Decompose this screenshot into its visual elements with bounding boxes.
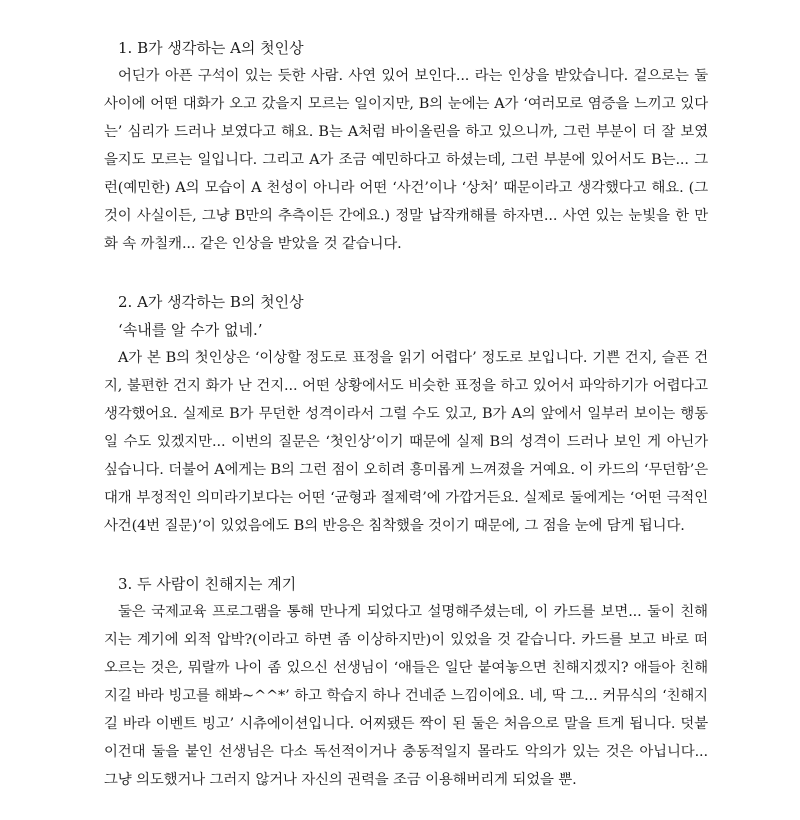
- section-quote: ‘속내를 알 수가 없네.’: [118, 321, 263, 339]
- section-paragraph: A가 본 B의 첫인상은 ‘이상할 정도로 표정을 읽기 어렵다’ 정도로 보입니다. 기쁜 건지, 슬픈 건지, 불편한 건지 화가 난 건지... 어떤 상황에서도 비슷한 표정을 하고 있어서 파악하기가 어렵다고 생각했어요. 실제로 B가 무던한 성격이라서 그럴 수도 있고, B가 A의 앞에서 일부러 보이는 행동일 수도 있겠지만... 이번의 질문은 ‘첫인상’이기 때문에 실제 B의 성격이 드러나 보인 게 아닌가 싶습니다. 더불어 A에게는 B의 그런 점이 오히려 흥미롭게 느껴졌을 거예요. 이 카드의 ‘무던함’은 대개 부정적인 의미라기보다는 어떤 ‘균형과 절제력’에 가깝거든요. 실제로 둘에게는 ‘어떤 극적인 사건(4번 질문)’이 있었음에도 B의 반응은 침착했을 것이기 때문에, 그 점을 눈에 담게 됩니다.: [104, 350, 708, 534]
- section-paragraph: 어딘가 아픈 구석이 있는 듯한 사람. 사연 있어 보인다... 라는 인상을 받았습니다. 겉으로는 둘 사이에 어떤 대화가 오고 갔을지 모르는 일이지만, B의 눈에는 A가 ‘여러모로 염증을 느끼고 있다는’ 심리가 드러나 보였다고 해요. B는 A처럼 바이올린을 하고 있으니까, 그런 부분이 더 잘 보였을지도 모르는 일입니다. 그리고 A가 조금 예민하다고 하셨는데, 그런 부분에 있어서도 B는... 그런(예민한) A의 모습이 A 천성이 아니라 어떤 ‘사건’이나 ‘상처’ 때문이라고 생각했다고 해요. (그것이 사실이든, 그냥 B만의 추측이든 간에요.) 정말 납작캐해를 하자면... 사연 있는 눈빛을 한 만화 속 까칠캐... 같은 인상을 받았을 것 같습니다.: [104, 68, 708, 252]
- section-first-impression-a: [104, 288, 708, 540]
- section-heading: 3. 두 사람이 친해지는 계기: [118, 575, 297, 593]
- section-heading: 2. A가 생각하는 B의 첫인상: [118, 293, 304, 311]
- section-first-impression-b: [104, 34, 708, 258]
- section-becoming-friends: [104, 570, 708, 794]
- section-paragraph: 둘은 국제교육 프로그램을 통해 만나게 되었다고 설명해주셨는데, 이 카드를 보면... 둘이 친해지는 계기에 외적 압박?(이라고 하면 좀 이상하지만)이 있었을 것 같습니다. 카드를 보고 바로 떠오르는 것은, 뭐랄까 나이 좀 있으신 선생님이 ‘애들은 일단 붙여놓으면 친해지겠지? 애들아 친해지길 바라 빙고를 해봐~^^*’ 하고 학습지 하나 건네준 느낌이에요. 네, 딱 그... 커뮤식의 ‘친해지길 바라 이벤트 빙고’ 시츄에이션입니다. 어찌됐든 짝이 된 둘은 처음으로 말을 트게 됩니다. 덧붙이건대 둘을 붙인 선생님은 다소 독선적이거나 충동적일지 몰라도 악의가 있는 것은 아닙니다... 그냥 의도했거나 그러지 않거나 자신의 권력을 조금 이용해버리게 되었을 뿐.: [104, 604, 708, 788]
- section-heading: 1. B가 생각하는 A의 첫인상: [118, 39, 304, 57]
